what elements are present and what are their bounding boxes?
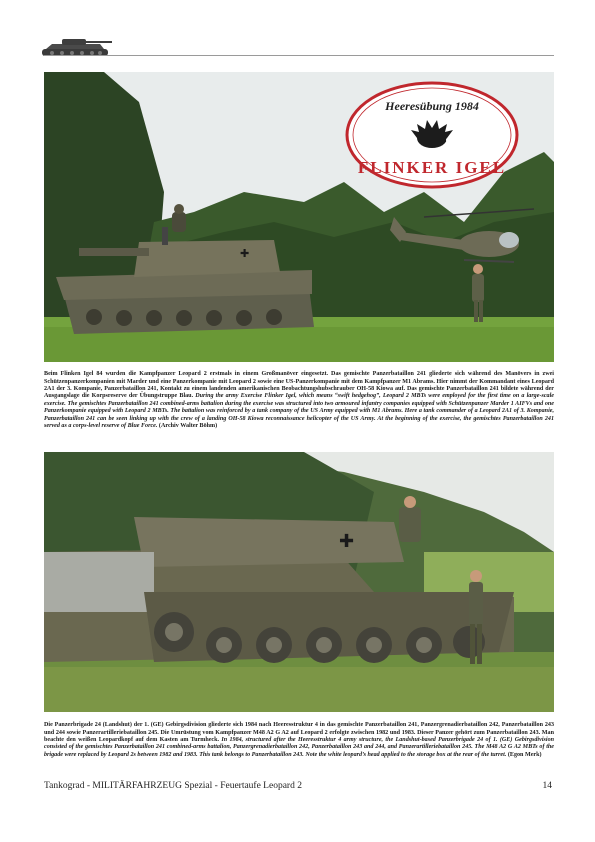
caption-second-english: In 1984, structured after the Heeresstruktur 4 army structure, the Landshut-based Panzerbrigade 24 of 1. (GE) Gebirgsdivision consisted of the gemischtes Panzerbataillon 241 combined-arms battalion, Panzergrenadierbataillon 242, Panzerbataillon 243 and 244, and Panzerartilleriebataillon 245. The M48 A2 G A2 MBTs of the brigade were replaced by Leopard 2s between 1982 and 1983. This tank belongs to Panzerbataillon 243. Note the white leopard’s head applied to the storage box at the rear of the turret. [44, 736, 555, 758]
caption-second-german: Die Panzerbrigade 24 (Landshut) der 1. (GE) Gebirgsdivision gliederte sich 1984 nach Heeresstruktur 4 in das gemischte Panzerbataillon 241, Panzergrenadierbataillon 242, Panzerbataillon 243 und 244 sowie Panzerartilleriebataillon 245. Die Umrüstung vom Kampfpanzer M48 A2 G A2 auf Leopard 2 erfolgte zwischen 1982 und 1983. Dieser Panzer gehört zum Panzerbataillon 243. Man beachte den weißen Leopardkopf auf dem Kasten am Turmheck. [44, 722, 554, 743]
caption-first [44, 365, 554, 436]
caption-first-english: During the army Exercise Flinker Igel, which means “swift hedgehog”, Leopard 2 MBTs were employed for the first time on a large-scale exercise. The gemischtes Panzerbataillon 241 combined-arms battalion during the exercise was structured into two armoured infantry companies equipped with Schützenpanzer Marder 1 AIFVs and one Panzerkompanie equipped with Leopard 2 MBTs. The battalion was reinforced by a tank company of the US Army equipped with M1 Abrams. Here a tank commander of a Leopard 2A1 of 3. Kompanie, Panzerbataillon 241 can be seen linking up with the crew of a landing OH-58 Kiowa reconnaissance helicopter of the US Army. At the beginning of the exercise, the gemischtes Panzerbataillon 241 served as a corps-level reserve of Blue Force. [44, 393, 554, 429]
svg-text:✚: ✚ [339, 531, 355, 551]
caption-first-german: Beim Flinken Igel 84 wurden die Kampfpanzer Leopard 2 erstmals in einem Großmanöver eingesetzt. Das gemischte Panzerbataillon 241 gliederte sich während des Manövers in zwei Schützenpanzerkompanien mit Marder und eine Panzerkompanie mit Leopard 2 sowie eine US-Panzerkompanie mit dem Kampfpanzer M1 Abrams. Hier nimmt der Kommandant eines Leopard 2A1 der 3. Kompanie, Panzerbataillon 241, Kontakt zu einem landenden amerikanischen Beobachtungshubschrauber OH-58 Kiowa auf. Das gemischte Panzerbataillon 241 bildete während der Ausgangslage die Korpsreserve der Übungstruppe Blau. [44, 371, 554, 400]
header-rule [44, 55, 554, 56]
photo-leopard-field [44, 452, 554, 712]
caption-first-credit: (Archiv Walter Böhm) [158, 422, 218, 429]
badge-bottom-text: FLINKER IGEL [357, 158, 507, 177]
caption-second [44, 716, 554, 765]
page-number: 14 [542, 781, 552, 791]
svg-text:✚: ✚ [240, 248, 250, 260]
caption-second-credit: (Egon Merk) [507, 751, 542, 758]
exercise-badge [345, 80, 520, 190]
footer-title: Tankograd - MILITÄRFAHRZEUG Spezial - Feuertaufe Leopard 2 [44, 781, 302, 791]
badge-top-text: Heeresübung 1984 [385, 99, 479, 113]
